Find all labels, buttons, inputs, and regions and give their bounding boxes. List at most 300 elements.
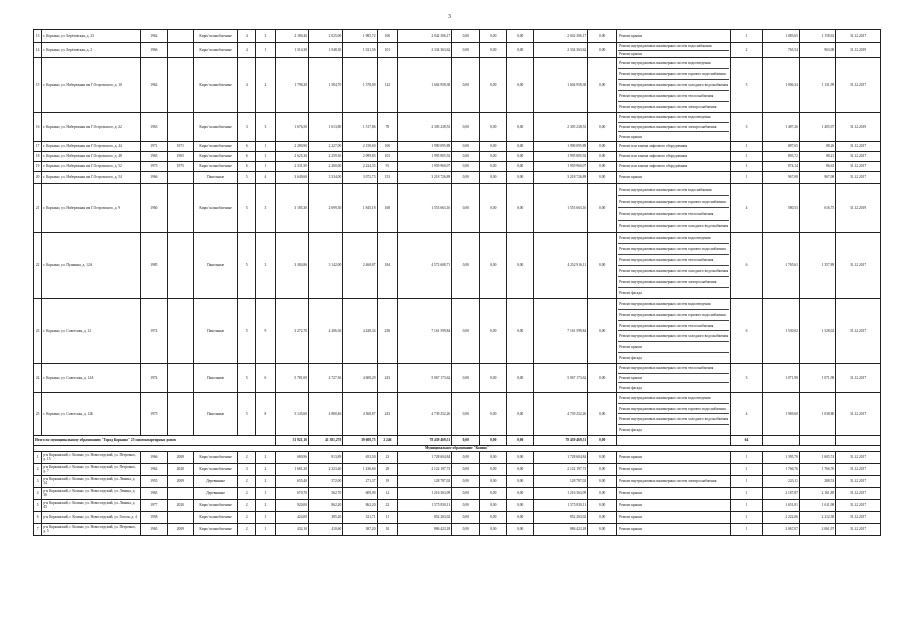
cell-res: 153 — [377, 171, 398, 183]
cell-total: 852 263,02 — [398, 511, 452, 523]
cell-z1: 0,00 — [452, 161, 480, 171]
cell-addr: р-н Коркинский, г. Козино, ул. Новосоедский, ул. Ленина, д. 45 — [42, 499, 141, 511]
work-item: Ремонт внутридомовых инженерных систем электроснабжения — [618, 123, 729, 133]
cell-sum: 1 995 805,92 — [534, 151, 588, 161]
cell-sum: 2 334 363,62 — [534, 43, 588, 58]
cell-a3: 321,71 — [343, 511, 377, 523]
cell-q: 4 — [731, 392, 762, 435]
cell-z3: 0,00 — [507, 58, 534, 113]
cell-a1: 432,10 — [275, 523, 308, 535]
work-item: Ремонт крыши — [619, 515, 642, 520]
cell-en: 4 — [256, 171, 276, 183]
work-item: Ремонт крыши — [619, 51, 642, 56]
cell-num: 14 — [34, 43, 42, 58]
cell-num: 15 — [34, 58, 42, 113]
cell-z4: 0,00 — [588, 463, 617, 475]
cell-p2: 1 357,89 — [799, 232, 835, 298]
cell-z4: 0,00 — [588, 511, 617, 523]
cell-a1: 655,40 — [275, 475, 308, 487]
cell-a1: 3 272,70 — [275, 298, 308, 363]
cell-a2: 2 323,40 — [309, 463, 343, 475]
cell-en: 3 — [256, 232, 276, 298]
cell-total: 2 305 238,53 — [398, 113, 452, 142]
cell-addr: г. Коркино, ул. Набережная им Г.Островского, д. 22 — [42, 113, 141, 142]
cell-works — [617, 523, 731, 535]
subtotal-z4: 0,00 — [588, 435, 617, 445]
cell-z1: 0,00 — [452, 151, 480, 161]
cell-a3: 609,00 — [343, 487, 377, 499]
cell-y1: 1965 — [140, 523, 167, 535]
work-item: Ремонт внутридомовых инженерных систем горячего водоснабжения — [618, 244, 729, 255]
cell-z3: 0,00 — [507, 523, 534, 535]
work-item: Ремонт крыши — [619, 175, 642, 180]
cell-sum: 2 305 238,53 — [534, 113, 588, 142]
cell-y2 — [167, 363, 193, 392]
cell-addr: р-н Коркинский, г. Козино, ул. Новосоедский, ул. Гоголя, д. 4 — [42, 511, 141, 523]
work-item: Ремонт внутридомовых инженерных систем теплоснабжения — [618, 91, 729, 102]
cell-works — [617, 183, 731, 232]
cell-works — [617, 511, 731, 523]
cell-date: 31.12.2017 — [836, 463, 881, 475]
cell-en: 1 — [256, 511, 276, 523]
cell-total: 7 161 599,84 — [398, 298, 452, 363]
cell-addr: г. Коркино, ул. Набережная им Г.Островского, д. 9 — [42, 183, 141, 232]
subtotal-label: Итого по муниципальному образованию "Город Коркино" 25 многоквартирных домов — [34, 435, 276, 445]
page-number: 3 — [448, 14, 451, 20]
cell-works — [617, 232, 731, 298]
cell-z4: 0,00 — [588, 183, 617, 232]
cell-total: 1 553 663,16 — [398, 183, 452, 232]
work-item: Ремонт крыши — [619, 491, 642, 496]
work-item: Ремонт внутридомовых инженерных систем холодного водоснабжения — [618, 80, 729, 91]
cell-a2: 4 727,36 — [309, 363, 343, 392]
work-item: Ремонт внутридомовых инженерных систем горячего водоснабжения — [618, 196, 729, 208]
cell-p1: 1 530,02 — [762, 298, 799, 363]
cell-works — [617, 43, 731, 58]
cell-num: 16 — [34, 113, 42, 142]
cell-z4: 0,00 — [588, 298, 617, 363]
cell-p1: 2 067,07 — [762, 523, 799, 535]
cell-z2: 0,00 — [480, 113, 507, 142]
cell-date: 31.12.2017 — [836, 487, 881, 499]
cell-a3: 4 428,34 — [343, 298, 377, 363]
cell-z4: 0,00 — [588, 43, 617, 58]
cell-z3: 0,00 — [507, 171, 534, 183]
cell-a3: 387,20 — [343, 523, 377, 535]
cell-sum: 852 263,02 — [534, 511, 588, 523]
cell-en: 3 — [256, 113, 276, 142]
cell-z1: 0,00 — [452, 511, 480, 523]
cell-a2: 385,20 — [309, 511, 343, 523]
cell-y1: 1985 — [140, 232, 167, 298]
cell-addr: г. Коркино, ул. Набережная им Г.Островского, д. 10 — [42, 58, 141, 113]
cell-total: 1 575 830,11 — [398, 499, 452, 511]
cell-p1: 223,11 — [762, 475, 799, 487]
cell-fl: 4 — [238, 43, 256, 58]
cell-p1: 1 487,26 — [762, 113, 799, 142]
cell-y1: 1975 — [140, 392, 167, 435]
cell-sum: 2 042 306,17 — [534, 30, 588, 43]
table-row — [34, 113, 881, 142]
cell-num: 18 — [34, 151, 42, 161]
cell-total: 2 042 306,17 — [398, 30, 452, 43]
cell-a2: 4 206,36 — [309, 298, 343, 363]
cell-a2: 1 048,30 — [309, 43, 343, 58]
table-row — [34, 392, 881, 435]
cell-addr: г. Коркино, ул. Набережная им Г.Островского, д. 54 — [42, 171, 141, 183]
cell-a3: 3 072,73 — [343, 171, 377, 183]
cell-num: 22 — [34, 232, 42, 298]
cell-addr: р-н Коркинский, г. Козино, ул. Новосоедский, ул. Ленина, д. 34 — [42, 475, 141, 487]
cell-a1: 2 180,40 — [275, 30, 308, 43]
cell-works — [617, 363, 731, 392]
cell-y1: 1955 — [140, 475, 167, 487]
table-row — [34, 43, 881, 58]
cell-res: 103 — [377, 151, 398, 161]
cell-y1: 1965 — [140, 487, 167, 499]
cell-p1: 1 006,34 — [762, 58, 799, 113]
cell-p2: 86,63 — [799, 161, 835, 171]
subtotal-a3: 39 608,75 — [343, 435, 377, 445]
cell-fl: 5 — [238, 183, 256, 232]
cell-fl: 5 — [238, 171, 256, 183]
cell-y1: 1966 — [140, 451, 167, 463]
cell-res: 243 — [377, 392, 398, 435]
table-row — [34, 463, 881, 475]
cell-a1: 1 314,30 — [275, 43, 308, 58]
cell-z4: 0,00 — [588, 30, 617, 43]
cell-p2: 1 158,63 — [799, 30, 835, 43]
cell-a1: 2 280,90 — [275, 141, 308, 151]
cell-en: 3 — [256, 30, 276, 43]
cell-z1: 0,00 — [452, 475, 480, 487]
table-row — [34, 487, 881, 499]
cell-a2: 572,00 — [309, 475, 343, 487]
cell-y2: 1965 — [167, 151, 193, 161]
cell-p1: 580,53 — [762, 183, 799, 232]
cell-num: 19 — [34, 161, 42, 171]
cell-p2: 1 605,74 — [799, 451, 835, 463]
cell-a3: 653,50 — [343, 451, 377, 463]
table-row — [34, 171, 881, 183]
cell-date: 31.12.2017 — [836, 151, 881, 161]
cell-date: 31.12.2017 — [836, 58, 881, 113]
cell-p2: 1 071,98 — [799, 363, 835, 392]
cell-p1: 1 765,61 — [762, 232, 799, 298]
cell-z1: 0,00 — [452, 298, 480, 363]
cell-res: 101 — [377, 43, 398, 58]
cell-z3: 0,00 — [507, 113, 534, 142]
cell-fl: 4 — [238, 30, 256, 43]
subtotal-q: 64 — [731, 435, 762, 445]
cell-q: 1 — [731, 171, 762, 183]
work-item: Ремонт внутридомовых инженерных систем электроснабжения — [618, 277, 729, 288]
cell-en: 1 — [256, 43, 276, 58]
work-item: Ремонт или замена лифтового оборудования — [619, 154, 688, 159]
cell-num: 20 — [34, 171, 42, 183]
cell-res: 23 — [377, 451, 398, 463]
cell-num: 17 — [34, 141, 42, 151]
cell-res: 168 — [377, 183, 398, 232]
cell-z3: 0,00 — [507, 30, 534, 43]
cell-y1: 1974 — [140, 363, 167, 392]
cell-a1: 920,00 — [275, 499, 308, 511]
cell-wall: Панельные — [193, 232, 238, 298]
work-item: Ремонт крыши — [618, 342, 729, 353]
cell-y2 — [167, 298, 193, 363]
cell-wall: Кирп/ шлакоблочные — [193, 463, 238, 475]
subtotal-a1: 51 921,10 — [275, 435, 308, 445]
cell-num: 23 — [34, 298, 42, 363]
work-item: Ремонт внутридомовых инженерных систем холодного водоснабжения — [618, 331, 729, 342]
cell-z2: 0,00 — [480, 141, 507, 151]
cell-y2 — [167, 232, 193, 298]
cell-sum: 3 218 726,89 — [534, 171, 588, 183]
cell-y1: 1962 — [140, 58, 167, 113]
cell-wall: Кирп/ шлакоблочные — [193, 499, 238, 511]
cell-y2: 2020 — [167, 499, 193, 511]
cell-num: 5 — [34, 499, 42, 511]
cell-z2: 0,00 — [480, 392, 507, 435]
cell-y2 — [167, 392, 193, 435]
cell-total: 3 218 726,89 — [398, 171, 452, 183]
cell-en: 2 — [256, 451, 276, 463]
cell-p1: 1 651,81 — [762, 499, 799, 511]
cell-fl: 2 — [238, 499, 256, 511]
cell-en: 1 — [256, 523, 276, 535]
municipality-title: Муниципальное образование "Козино" — [34, 445, 881, 451]
cell-p2: 616,75 — [799, 183, 835, 232]
cell-z4: 0,00 — [588, 475, 617, 487]
cell-q: 6 — [731, 298, 762, 363]
cell-total: 1 728 604,84 — [398, 451, 452, 463]
subtotal-empty — [799, 435, 835, 445]
work-item: Ремонт внутридомовых инженерных систем горячего водоснабжения — [618, 310, 729, 321]
table-row — [34, 30, 881, 43]
cell-q: 3 — [731, 363, 762, 392]
cell-z2: 0,00 — [480, 499, 507, 511]
cell-a3: 4 568,87 — [343, 392, 377, 435]
work-item: Ремонт внутридомовых инженерных систем теплоснабжения — [618, 364, 729, 374]
cell-res: 29 — [377, 463, 398, 475]
cell-z3: 0,00 — [507, 463, 534, 475]
cell-q: 1 — [731, 151, 762, 161]
cell-addr: г. Коркино, ул. Советская, д. 12 — [42, 298, 141, 363]
cell-y1: 1966 — [140, 171, 167, 183]
cell-z2: 0,00 — [480, 463, 507, 475]
cell-q: 1 — [731, 487, 762, 499]
cell-y2 — [167, 43, 193, 58]
cell-p1: 967,08 — [762, 171, 799, 183]
work-item: Ремонт крыши — [619, 467, 642, 472]
cell-p1: 1 083,65 — [762, 30, 799, 43]
cell-a2: 3 334,00 — [309, 171, 343, 183]
cell-date: 31.12.2017 — [836, 161, 881, 171]
cell-y1: 1958 — [140, 511, 167, 523]
cell-addr: р-н Коркинский, г. Козино, ул. Новосоедский, ул. Ленина, д. 36 — [42, 487, 141, 499]
cell-en: 2 — [256, 463, 276, 475]
cell-a3: 1 021,56 — [343, 43, 377, 58]
cell-z4: 0,00 — [588, 58, 617, 113]
cell-works — [617, 298, 731, 363]
cell-z3: 0,00 — [507, 43, 534, 58]
cell-a3: 4 608,29 — [343, 363, 377, 392]
cell-total: 1 959 960,07 — [398, 161, 452, 171]
cell-p2: 1 131,99 — [799, 58, 835, 113]
cell-y1: 1965 — [140, 151, 167, 161]
subtotal-works — [617, 435, 731, 445]
cell-q: 1 — [731, 463, 762, 475]
cell-z1: 0,00 — [452, 523, 480, 535]
cell-en: 9 — [256, 298, 276, 363]
cell-sum: 1 959 960,07 — [534, 161, 588, 171]
cell-y2: 1971 — [167, 141, 193, 151]
cell-z2: 0,00 — [480, 363, 507, 392]
cell-wall: Кирп/ шлакоблочные — [193, 183, 238, 232]
cell-fl: 3 — [238, 463, 256, 475]
cell-date: 31.12.2017 — [836, 392, 881, 435]
subtotal-row — [34, 435, 881, 445]
subtotal-z2: 0,00 — [480, 435, 507, 445]
cell-wall: Кирп/ шлакоблочные — [193, 523, 238, 535]
table-row — [34, 499, 881, 511]
cell-p2: 2 061,97 — [799, 523, 835, 535]
cell-num: 7 — [34, 523, 42, 535]
cell-wall: Деревянные — [193, 475, 238, 487]
cell-z3: 0,00 — [507, 151, 534, 161]
cell-z3: 0,00 — [507, 183, 534, 232]
cell-z2: 0,00 — [480, 171, 507, 183]
cell-fl: 5 — [238, 232, 256, 298]
table-row — [34, 58, 881, 113]
cell-num: 6 — [34, 511, 42, 523]
work-item: Ремонт внутридомовых инженерных систем водоотведения — [618, 58, 729, 69]
cell-wall: Кирп/ шлакоблочные — [193, 58, 238, 113]
cell-works — [617, 499, 731, 511]
cell-en: 2 — [256, 499, 276, 511]
cell-res: 122 — [377, 58, 398, 113]
work-item: Ремонт внутридомовых инженерных систем холодного водоснабжения — [619, 224, 729, 229]
cell-q: 2 — [731, 43, 762, 58]
cell-wall: Кирп/ шлакоблочные — [193, 30, 238, 43]
cell-z4: 0,00 — [588, 171, 617, 183]
cell-a1: 1 681,20 — [275, 463, 308, 475]
work-item: Ремонт фасада — [619, 428, 642, 433]
subtotal-res: 2 246 — [377, 435, 398, 445]
cell-a1: 424,00 — [275, 511, 308, 523]
cell-a2: 4 880,46 — [309, 392, 343, 435]
cell-date: 31.12.2017 — [836, 232, 881, 298]
work-item: Ремонт внутридомовых инженерных систем теплоснабжения — [618, 321, 729, 332]
cell-y1: 1960 — [140, 183, 167, 232]
cell-p1: 1 395,70 — [762, 451, 799, 463]
cell-date: 31.12.2019 — [836, 43, 881, 58]
cell-a2: 410,60 — [309, 523, 343, 535]
cell-addr: р-н Коркинский, г. Козино, ул. Новосоедский, ул. Петровых, д. 5 — [42, 523, 141, 535]
cell-total: 1 216 363,09 — [398, 487, 452, 499]
cell-y2 — [167, 171, 193, 183]
cell-total: 4 739 252,26 — [398, 392, 452, 435]
table-row — [34, 451, 881, 463]
cell-y2: 2008 — [167, 451, 193, 463]
cell-addr: г. Коркино, ул. Набережная им Г.Островского, д. 48 — [42, 151, 141, 161]
cell-z1: 0,00 — [452, 363, 480, 392]
cell-y1: 1963 — [140, 113, 167, 142]
cell-a3: 2 224,35 — [343, 161, 377, 171]
cell-a2: 2 259,30 — [309, 151, 343, 161]
cell-a3: 2 468,87 — [343, 232, 377, 298]
cell-z1: 0,00 — [452, 58, 480, 113]
work-item: Ремонт или замена лифтового оборудования — [619, 144, 688, 149]
table-row — [34, 475, 881, 487]
cell-q: 3 — [731, 113, 762, 142]
work-item: Ремонт внутридомовых инженерных систем водоотведения — [618, 299, 729, 310]
cell-a2: 2 699,30 — [309, 183, 343, 232]
cell-p2: 1 528,02 — [799, 298, 835, 363]
cell-p2: 967,08 — [799, 171, 835, 183]
cell-res: 106 — [377, 30, 398, 43]
cell-sum: 1 216 363,09 — [534, 487, 588, 499]
cell-a1: 5 145,60 — [275, 392, 308, 435]
cell-a1: 1 676,50 — [275, 113, 308, 142]
cell-p2: 288,53 — [799, 475, 835, 487]
cell-wall: Кирп/ шлакоблочные — [193, 511, 238, 523]
cell-z2: 0,00 — [480, 183, 507, 232]
cell-date: 31.12.2017 — [836, 523, 881, 535]
cell-works — [617, 463, 731, 475]
cell-res: 19 — [377, 475, 398, 487]
work-item: Ремонт внутридомовых инженерных систем электроснабжения — [619, 105, 717, 109]
cell-num: 25 — [34, 392, 42, 435]
cell-en: 1 — [256, 161, 276, 171]
cell-num: 3 — [34, 475, 42, 487]
cell-sum: 5 067 173,62 — [534, 363, 588, 392]
work-item: Ремонт или замена лифтового оборудования — [619, 164, 688, 169]
subtotal-empty — [836, 435, 881, 445]
table-row — [34, 151, 881, 161]
cell-wall: Панельные — [193, 171, 238, 183]
cell-y1: 1971 — [140, 141, 167, 151]
cell-works — [617, 58, 731, 113]
cell-date: 31.12.2017 — [836, 451, 881, 463]
cell-total: 2 122 197,73 — [398, 463, 452, 475]
cell-z4: 0,00 — [588, 151, 617, 161]
cell-q: 1 — [731, 141, 762, 151]
cell-works — [617, 171, 731, 183]
cell-z1: 0,00 — [452, 463, 480, 475]
cell-sum: 1 553 663,16 — [534, 183, 588, 232]
cell-res: 106 — [377, 141, 398, 151]
cell-wall: Кирп/ шлакоблочные — [193, 151, 238, 161]
cell-p1: 887,65 — [762, 141, 799, 151]
cell-sum: 2 122 197,73 — [534, 463, 588, 475]
cell-a2: 813,89 — [309, 451, 343, 463]
cell-date: 31.12.2019 — [836, 113, 881, 142]
cell-total: 1 995 805,92 — [398, 151, 452, 161]
cell-works — [617, 113, 731, 142]
work-item: Ремонт внутридомовых инженерных систем водоснабжения — [618, 184, 729, 196]
cell-z4: 0,00 — [588, 363, 617, 392]
cell-p1: 765,54 — [762, 43, 799, 58]
cell-z1: 0,00 — [452, 30, 480, 43]
table-row — [34, 363, 881, 392]
work-item: Ремонт крыши — [619, 134, 642, 139]
cell-p2: 88,21 — [799, 151, 835, 161]
cell-y1: 1962 — [140, 30, 167, 43]
cell-res: 243 — [377, 363, 398, 392]
cell-res: 238 — [377, 298, 398, 363]
cell-a1: 3 384,86 — [275, 232, 308, 298]
